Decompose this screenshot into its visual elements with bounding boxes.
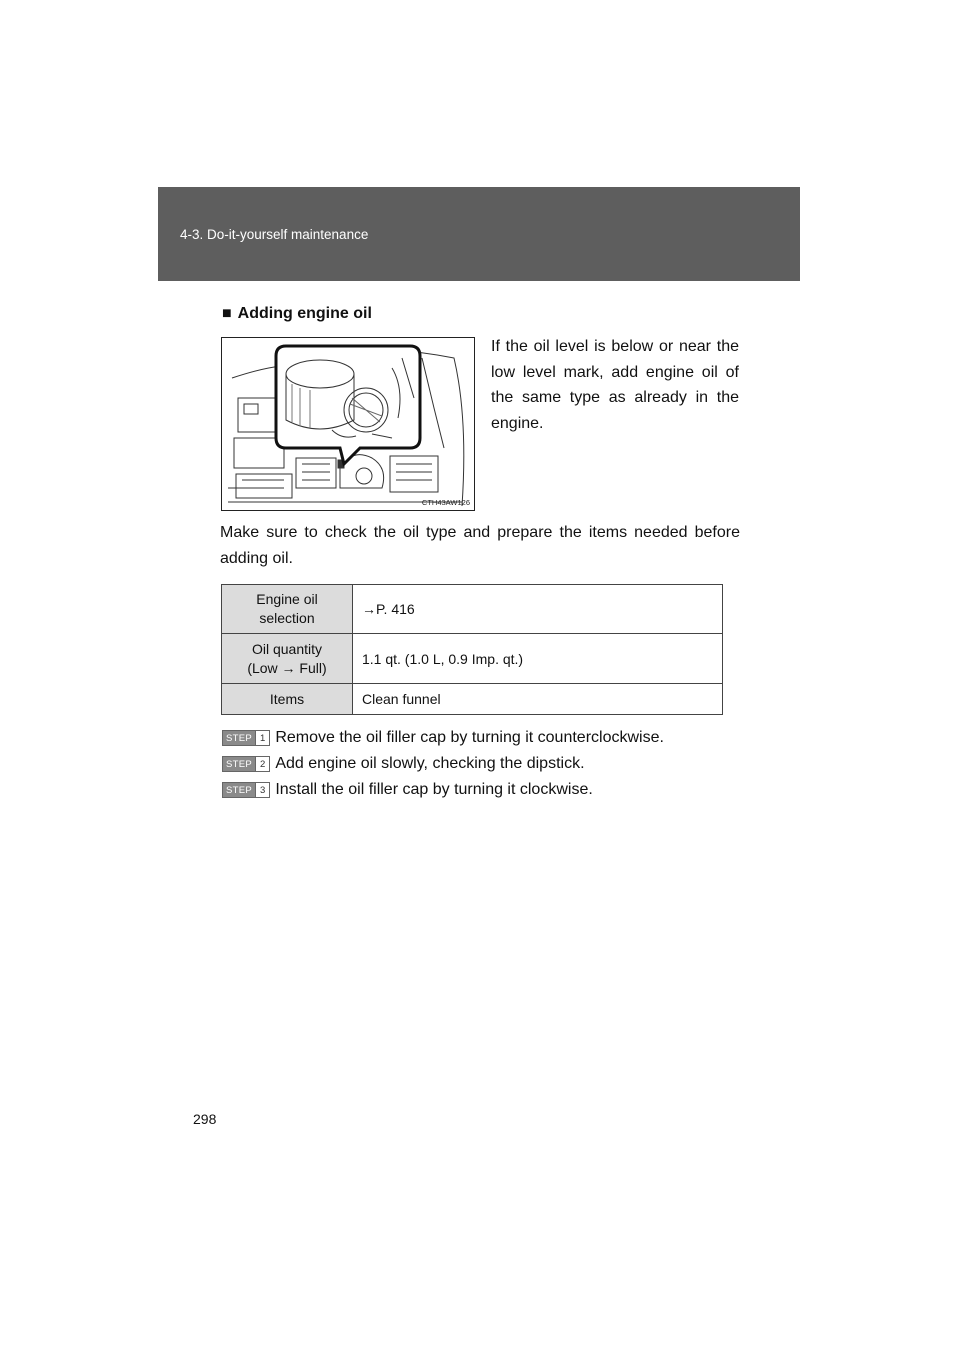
page-heading [222,305,372,323]
table-row [222,634,723,684]
table-value-cell: Clean funnel [353,684,723,715]
section-header-band [158,187,800,281]
key-line: Items [269,690,305,707]
figure-code: CTH43AW126 [421,498,470,507]
step-item [222,725,664,751]
key-line: Oil quantity [251,640,323,657]
table-value-cell: 1.1 qt. (1.0 L, 0.9 Imp. qt.) [353,634,723,684]
table-row [222,684,723,715]
key-line: (Low → Full) [247,659,327,676]
step-badge: STEP 2 [222,756,270,772]
section-title: 4-3. Do-it-yourself maintenance [180,227,369,242]
intro-paragraph: Make sure to check the oil type and prepare the items needed before adding oil. [220,524,740,567]
step-list [222,725,664,803]
step-text: Add engine oil slowly, checking the dipstick. [275,755,585,772]
step-item [222,751,664,777]
page-number: 298 [193,1111,217,1127]
heading-title: Adding engine oil [237,305,372,322]
step-text: Remove the oil filler cap by turning it counterclockwise. [275,729,664,746]
oil-spec-table [221,584,723,715]
table-key-cell [222,634,353,684]
heading-bullet: ■ [222,305,232,322]
table-value-cell: →P. 416 [353,585,723,634]
table-key-cell [222,585,353,634]
key-line: Engine oil [256,591,318,607]
step-text: Install the oil filler cap by turning it clockwise. [275,781,593,798]
table-row [222,585,723,634]
step-item [222,777,664,803]
side-paragraph: If the oil level is below or near the low level mark, add engine oil of the same type as already in the engine. [491,338,739,432]
step-badge: STEP 1 [222,730,270,746]
step-badge: STEP 3 [222,782,270,798]
engine-illustration [221,337,475,511]
table-key-cell [222,684,353,715]
key-line: selection [259,610,315,626]
engine-drawing [222,338,474,510]
